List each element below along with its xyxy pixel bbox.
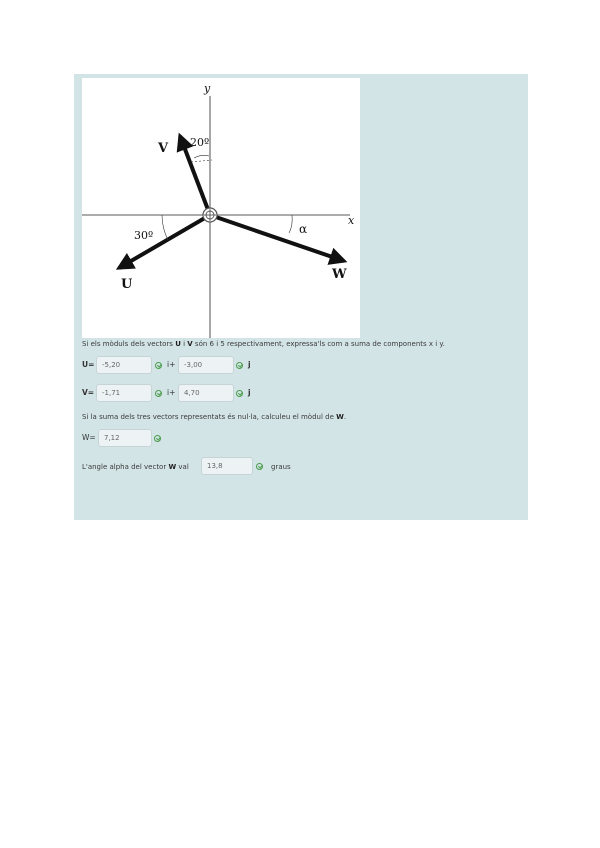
q1-suffix: són 6 i 5 respectivament, expressa'ls com a suma de components x i y.	[192, 340, 445, 348]
question-1	[82, 339, 445, 349]
w-modulus-check-icon	[154, 435, 161, 442]
q2-suffix: .	[343, 413, 347, 421]
q1-v: V	[187, 340, 193, 348]
u-x-check-icon	[155, 362, 162, 369]
u-j-label: j	[248, 360, 251, 369]
x-axis-label: x	[348, 214, 355, 227]
u-y-input[interactable]	[178, 356, 234, 374]
y-axis-label: y	[204, 82, 211, 95]
v-angle-arc	[194, 155, 209, 158]
alpha-input[interactable]	[201, 457, 253, 475]
vector-v-label: V	[158, 141, 169, 156]
w-row-label: W=	[82, 433, 96, 442]
v-j-label: j	[248, 388, 251, 397]
vector-diagram	[82, 78, 360, 338]
vector-u-label: U	[121, 277, 133, 292]
u-i-label: i+	[167, 360, 176, 369]
vector-w-label: W	[332, 267, 347, 282]
angle-w-label: α	[299, 222, 308, 236]
angle-u-label: 30º	[134, 229, 154, 242]
question-3	[82, 462, 189, 472]
question-2	[82, 412, 346, 422]
v-x-check-icon	[155, 390, 162, 397]
v-angle-reference	[191, 160, 212, 162]
q1-prefix: Si els mòduls dels vectors	[82, 340, 176, 348]
alpha-unit: graus	[271, 463, 291, 471]
u-angle-arc	[162, 215, 168, 240]
q2-w: W	[336, 413, 344, 421]
v-i-label: i+	[167, 388, 176, 397]
v-x-input[interactable]	[96, 384, 152, 402]
exercise-panel	[74, 74, 528, 520]
vector-diagram-svg	[82, 78, 360, 338]
w-angle-arc	[289, 215, 292, 233]
angle-v-label: 20º	[190, 136, 210, 149]
q2-prefix: Si la suma dels tres vectors representats és nul·la, calculeu el mòdul de	[82, 413, 337, 421]
u-x-input[interactable]	[96, 356, 152, 374]
vector-u	[119, 215, 210, 268]
q1-and: i	[180, 340, 188, 348]
alpha-check-icon	[256, 463, 263, 470]
w-modulus-input[interactable]	[98, 429, 152, 447]
q3-w: W	[168, 463, 177, 471]
u-row-label: U=	[82, 360, 95, 369]
v-y-check-icon	[236, 390, 243, 397]
v-row-label: V=	[82, 388, 95, 397]
q1-u: U	[175, 340, 181, 348]
u-y-check-icon	[236, 362, 243, 369]
v-y-input[interactable]	[178, 384, 234, 402]
vector-w	[210, 215, 344, 261]
q3-mid: val	[176, 463, 189, 471]
q3-prefix: L'angle alpha del vector	[82, 463, 169, 471]
